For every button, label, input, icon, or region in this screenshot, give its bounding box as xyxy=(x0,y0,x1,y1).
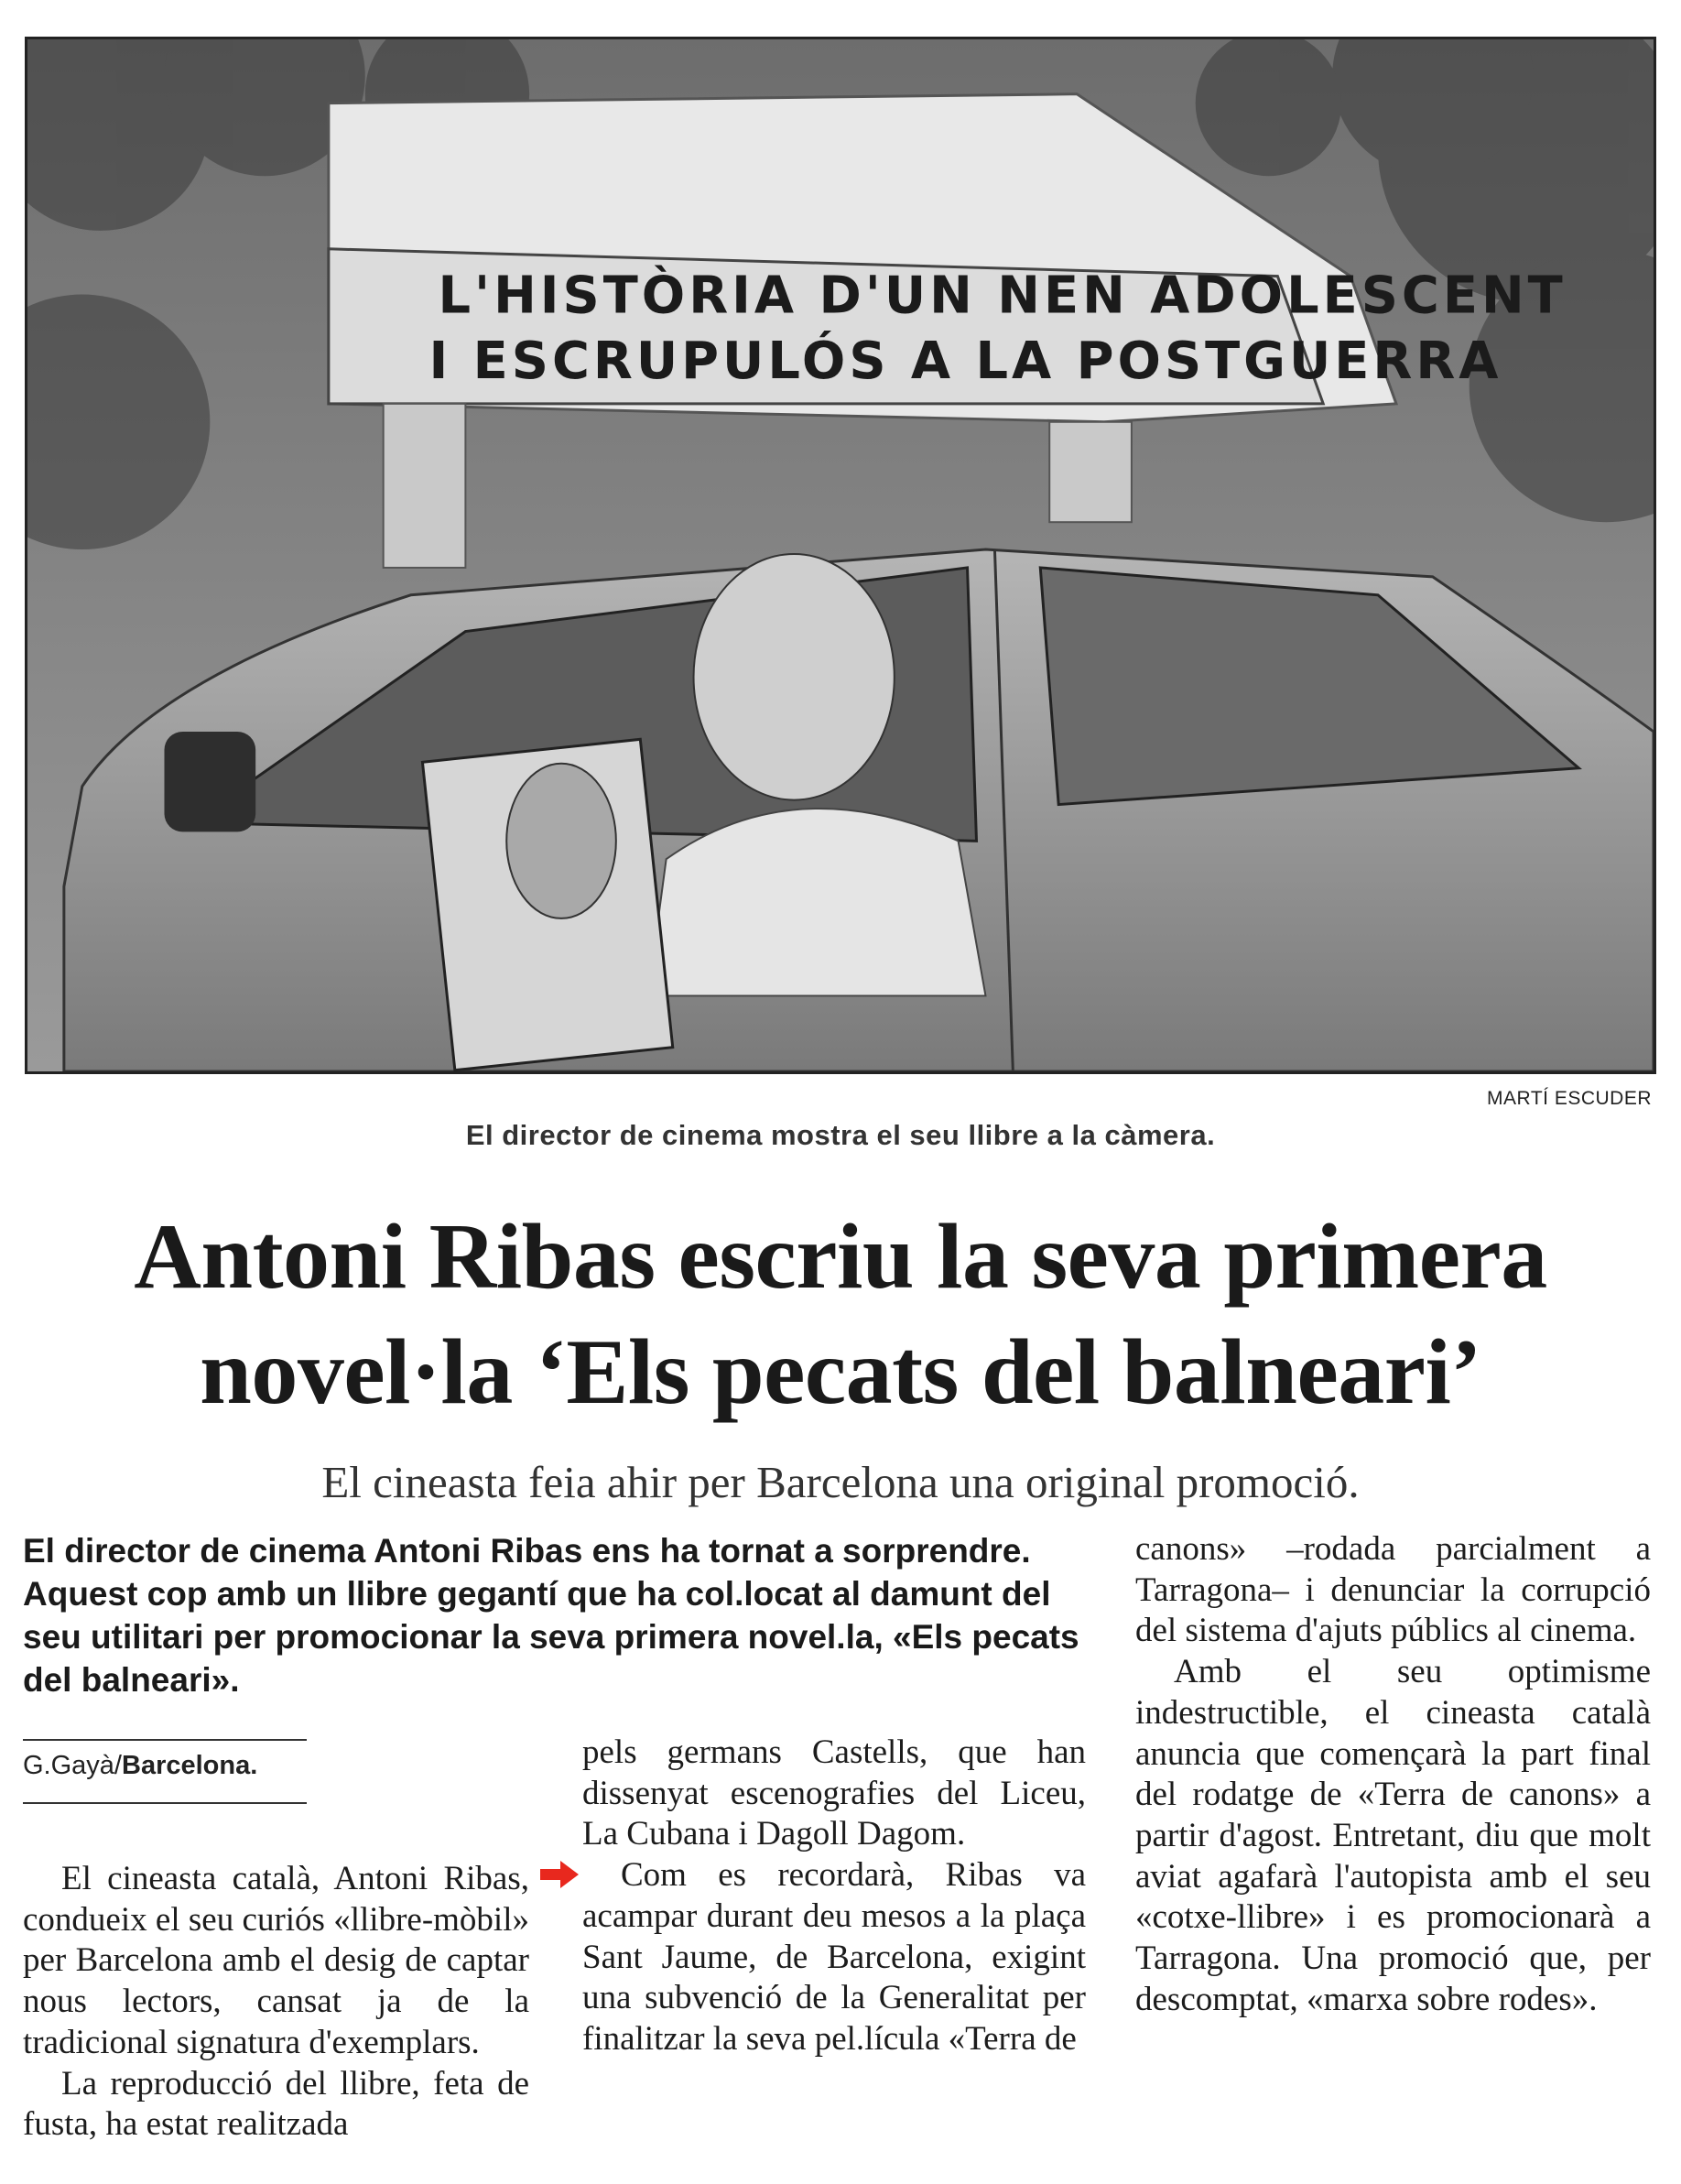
news-photo xyxy=(25,37,1656,1074)
byline-city: Barcelona. xyxy=(122,1751,258,1780)
headline-line-2: novel·la ‘Els pecats del balneari’ xyxy=(200,1320,1481,1424)
body-paragraph: pels germans Castells, que han dissenyat escenografies del Liceu, La Cubana i Dagoll Dagom. xyxy=(582,1733,1086,1853)
headline xyxy=(37,1200,1644,1430)
body-column-2 xyxy=(582,1733,1086,2060)
byline xyxy=(23,1751,257,1781)
sign-line-1: L'HISTÒRIA D'UN NEN ADOLESCENT xyxy=(438,266,1567,326)
sign-line-2: I ESCRUPULÓS A LA POSTGUERRA xyxy=(428,331,1502,392)
photo-caption: El director de cinema mostra el seu llibre a la càmera. xyxy=(465,1119,1216,1151)
person-head xyxy=(694,554,895,800)
byline-rule-bottom xyxy=(23,1802,307,1804)
subheadline: El cineasta feia ahir per Barcelona una original promoció. xyxy=(321,1457,1360,1507)
photo-credit: MARTÍ ESCUDER xyxy=(1487,1088,1652,1109)
car-with-book-photo xyxy=(27,39,1654,1071)
headline-line-1: Antoni Ribas escriu la seva primera xyxy=(134,1205,1547,1309)
red-arrow-marker-icon xyxy=(540,1861,579,1888)
body-paragraph: canons» –rodada parcialment a Tarragona– i denunciar la corrupció del sistema d'ajuts públics al cinema. xyxy=(1135,1530,1651,1650)
body-column-3 xyxy=(1135,1529,1651,2020)
body-paragraph: El cineasta català, Antoni Ribas, condueix el seu curiós «llibre-mòbil» per Barcelona amb el desig de captar nous lectors, cansat ja de la tradicional signatura d'exemplars. xyxy=(23,1860,529,2061)
body-column-1 xyxy=(23,1859,529,2146)
byline-rule-top xyxy=(23,1739,307,1741)
body-paragraph: Com es recordarà, Ribas va acampar durant deu mesos a la plaça Sant Jaume, de Barcelona, exigint una subvenció de la Generalitat per finalitzar la seva pel.lícula «Terra de xyxy=(582,1856,1086,2058)
body-paragraph: Amb el seu optimisme indestructible, el cineasta català anuncia que començarà la part final del rodatge de «Terra de canons» a partir d'agost. Entretant, diu que molt aviat agafarà l'autopista amb el seu «cotxe-llibre» i es promocionarà a Tarragona. Una promoció que, per descomptat, «marxa sobre rodes». xyxy=(1135,1653,1651,2018)
side-mirror xyxy=(164,732,255,831)
lead-paragraph: El director de cinema Antoni Ribas ens ha tornat a sorprendre. Aquest cop amb un llibre gegantí que ha col.locat al damunt del seu utilitari per promocionar la seva primera novel.la, «Els pecats del balneari». xyxy=(23,1532,1079,1699)
body-paragraph: La reproducció del llibre, feta de fusta, ha estat realitzada xyxy=(23,2064,529,2144)
byline-author: G.Gayà/ xyxy=(23,1751,122,1780)
